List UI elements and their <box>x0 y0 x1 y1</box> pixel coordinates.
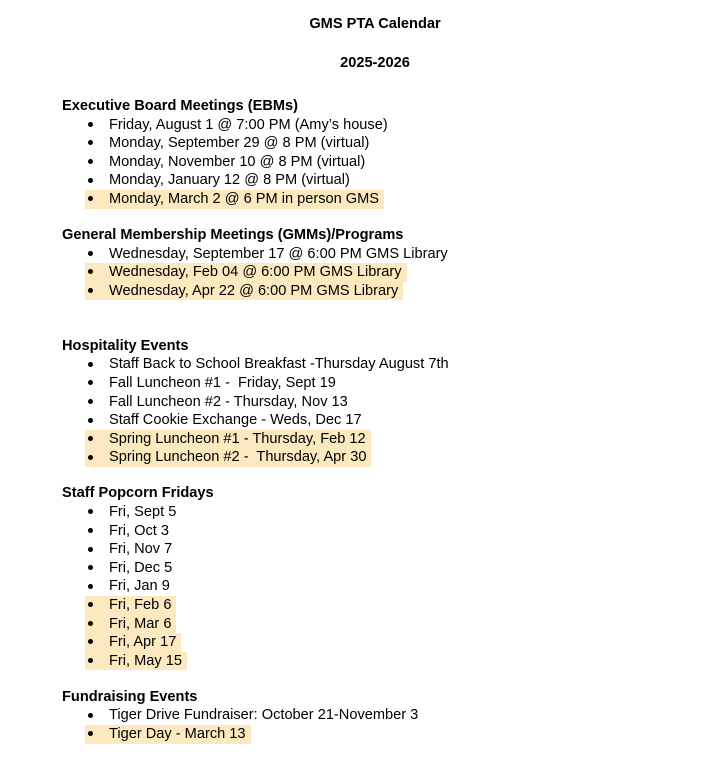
highlighted-item <box>85 652 187 671</box>
section-heading: Executive Board Meetings (EBMs) <box>62 97 298 114</box>
highlighted-item <box>85 282 403 301</box>
item-text: Fri, Sept 5 <box>109 504 177 521</box>
list-item <box>62 263 688 282</box>
bullet-icon <box>88 171 109 190</box>
bullet-icon <box>88 448 109 467</box>
bullet-icon <box>88 577 109 596</box>
item-content <box>85 411 367 430</box>
item-text: Fri, Mar 6 <box>109 615 172 632</box>
list-item <box>62 393 688 412</box>
item-content <box>85 393 353 412</box>
item-content <box>85 503 181 522</box>
list-item <box>62 411 688 430</box>
bullet-icon <box>88 374 109 393</box>
bullet-icon <box>88 116 109 135</box>
item-text: Tiger Day - March 13 <box>109 725 246 742</box>
bullet-icon <box>88 190 109 209</box>
item-text: Fri, Dec 5 <box>109 559 173 576</box>
bullet-icon <box>88 245 109 264</box>
item-text: Fri, May 15 <box>109 652 182 669</box>
bullet-icon <box>88 263 109 282</box>
bullet-icon <box>88 540 109 559</box>
item-content <box>85 355 454 374</box>
bullet-icon <box>88 393 109 412</box>
list-item <box>62 577 688 596</box>
highlighted-item <box>85 190 384 209</box>
list-item <box>62 245 688 264</box>
highlighted-item <box>85 263 407 282</box>
item-text: Tiger Drive Fundraiser: October 21-November 3 <box>109 707 419 724</box>
list-item <box>62 540 688 559</box>
document-subtitle: 2025-2026 <box>340 54 410 71</box>
bullet-icon <box>88 725 109 744</box>
item-content <box>85 116 393 135</box>
item-content <box>85 559 177 578</box>
bullet-icon <box>88 134 109 153</box>
calendar-section <box>62 226 688 300</box>
list-item <box>62 615 688 634</box>
item-text: Fri, Apr 17 <box>109 634 177 651</box>
bullet-icon <box>88 559 109 578</box>
list-item <box>62 633 688 652</box>
bullet-icon <box>88 633 109 652</box>
calendar-section <box>62 688 688 744</box>
section-heading: Staff Popcorn Fridays <box>62 485 214 502</box>
list-item <box>62 559 688 578</box>
bullet-icon <box>88 652 109 671</box>
item-text: Monday, November 10 @ 8 PM (virtual) <box>109 153 366 170</box>
calendar-section <box>62 484 688 670</box>
item-content <box>85 171 355 190</box>
item-text: Fall Luncheon #2 - Thursday, Nov 13 <box>109 393 348 410</box>
item-content <box>85 522 174 541</box>
bullet-icon <box>88 706 109 725</box>
list-item <box>62 430 688 449</box>
item-text: Spring Luncheon #2 - Thursday, Apr 30 <box>109 449 367 466</box>
calendar-section <box>62 337 688 467</box>
item-content <box>85 245 453 264</box>
list-item <box>62 171 688 190</box>
item-text: Monday, September 29 @ 8 PM (virtual) <box>109 135 370 152</box>
item-text: Fri, Jan 9 <box>109 578 170 595</box>
highlighted-item <box>85 430 371 449</box>
item-text: Friday, August 1 @ 7:00 PM (Amy’s house) <box>109 116 388 133</box>
section-heading: Fundraising Events <box>62 688 198 705</box>
list-item <box>62 190 688 209</box>
bullet-icon <box>88 153 109 172</box>
item-content <box>85 577 175 596</box>
bullet-icon <box>88 430 109 449</box>
document-title: GMS PTA Calendar <box>309 16 441 32</box>
list-item <box>62 448 688 467</box>
list-item <box>62 596 688 615</box>
item-text: Wednesday, Feb 04 @ 6:00 PM GMS Library <box>109 264 402 281</box>
item-content <box>85 540 177 559</box>
section-heading: Hospitality Events <box>62 337 189 354</box>
item-text: Fri, Oct 3 <box>109 522 169 539</box>
bullet-icon <box>88 282 109 301</box>
bullet-icon <box>88 522 109 541</box>
item-content <box>85 374 341 393</box>
section-heading: General Membership Meetings (GMMs)/Programs <box>62 226 404 243</box>
list-item <box>62 134 688 153</box>
list-item <box>62 706 688 725</box>
list-item <box>62 355 688 374</box>
highlighted-item <box>85 596 176 615</box>
calendar-section <box>62 97 688 209</box>
list-item <box>62 652 688 671</box>
item-text: Wednesday, September 17 @ 6:00 PM GMS Library <box>109 245 448 262</box>
item-text: Staff Back to School Breakfast -Thursday August 7th <box>109 356 449 373</box>
list-item <box>62 282 688 301</box>
list-item <box>62 522 688 541</box>
bullet-icon <box>88 503 109 522</box>
highlighted-item <box>85 615 176 634</box>
item-text: Spring Luncheon #1 - Thursday, Feb 12 <box>109 430 366 447</box>
item-content <box>85 134 374 153</box>
highlighted-item <box>85 448 371 467</box>
list-item <box>62 116 688 135</box>
item-text: Staff Cookie Exchange - Weds, Dec 17 <box>109 412 362 429</box>
item-text: Fall Luncheon #1 - Friday, Sept 19 <box>109 375 336 392</box>
list-item <box>62 153 688 172</box>
list-item <box>62 725 688 744</box>
sections-container <box>62 97 688 744</box>
item-content <box>85 706 423 725</box>
item-text: Monday, January 12 @ 8 PM (virtual) <box>109 172 350 189</box>
item-text: Wednesday, Apr 22 @ 6:00 PM GMS Library <box>109 282 399 299</box>
item-text: Fri, Feb 6 <box>109 597 172 613</box>
item-content <box>85 153 370 172</box>
bullet-icon <box>88 411 109 430</box>
bullet-icon <box>88 615 109 634</box>
bullet-icon <box>88 355 109 374</box>
bullet-icon <box>88 596 109 615</box>
highlighted-item <box>85 725 251 744</box>
item-text: Fri, Nov 7 <box>109 541 173 558</box>
list-item <box>62 374 688 393</box>
item-text: Monday, March 2 @ 6 PM in person GMS <box>109 190 380 207</box>
list-item <box>62 503 688 522</box>
highlighted-item <box>85 633 181 652</box>
